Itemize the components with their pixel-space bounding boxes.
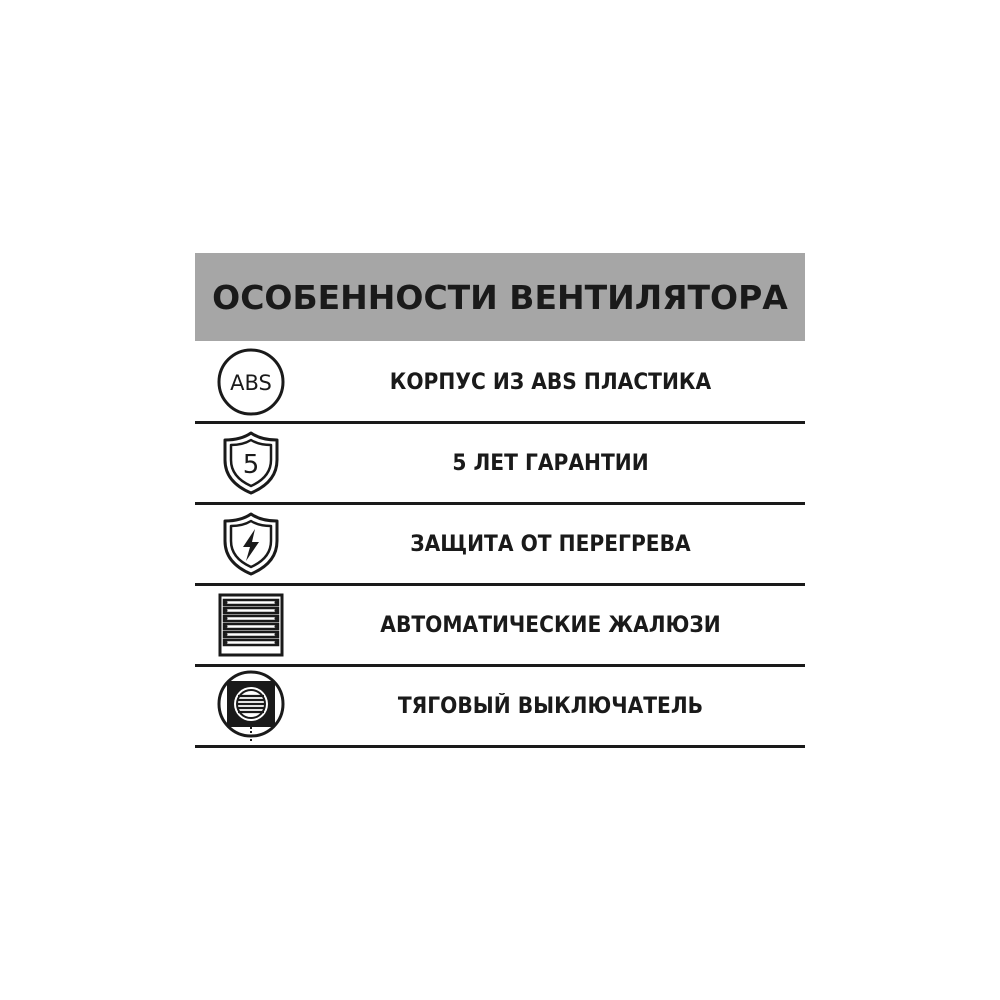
feature-row-abs — [195, 343, 805, 424]
features-panel — [195, 253, 805, 748]
feature-label-abs: КОРПУС ИЗ ABS ПЛАСТИКА — [389, 369, 712, 395]
feature-label-warranty: 5 ЛЕТ ГАРАНТИИ — [452, 450, 649, 476]
feature-row-warranty — [195, 424, 805, 505]
feature-label-louvers: АВТОМАТИЧЕСКИЕ ЖАЛЮЗИ — [380, 612, 721, 638]
abs-icon-text: ABS — [230, 371, 272, 395]
abs-icon — [195, 343, 307, 421]
shield-five-icon-text: 5 — [242, 450, 260, 480]
feature-label-overheat: ЗАЩИТА ОТ ПЕРЕГРЕВА — [410, 531, 691, 557]
page-title: ОСОБЕННОСТИ ВЕНТИЛЯТОРА — [212, 277, 788, 317]
shield-lightning-icon — [195, 505, 307, 583]
feature-row-pull-switch — [195, 667, 805, 748]
feature-label-pull-switch: ТЯГОВЫЙ ВЫКЛЮЧАТЕЛЬ — [397, 693, 704, 719]
feature-row-louvers — [195, 586, 805, 667]
louvers-icon — [195, 586, 307, 664]
features-header — [195, 253, 805, 343]
shield-five-icon — [195, 424, 307, 502]
pull-switch-fan-icon — [195, 667, 307, 745]
feature-row-overheat — [195, 505, 805, 586]
